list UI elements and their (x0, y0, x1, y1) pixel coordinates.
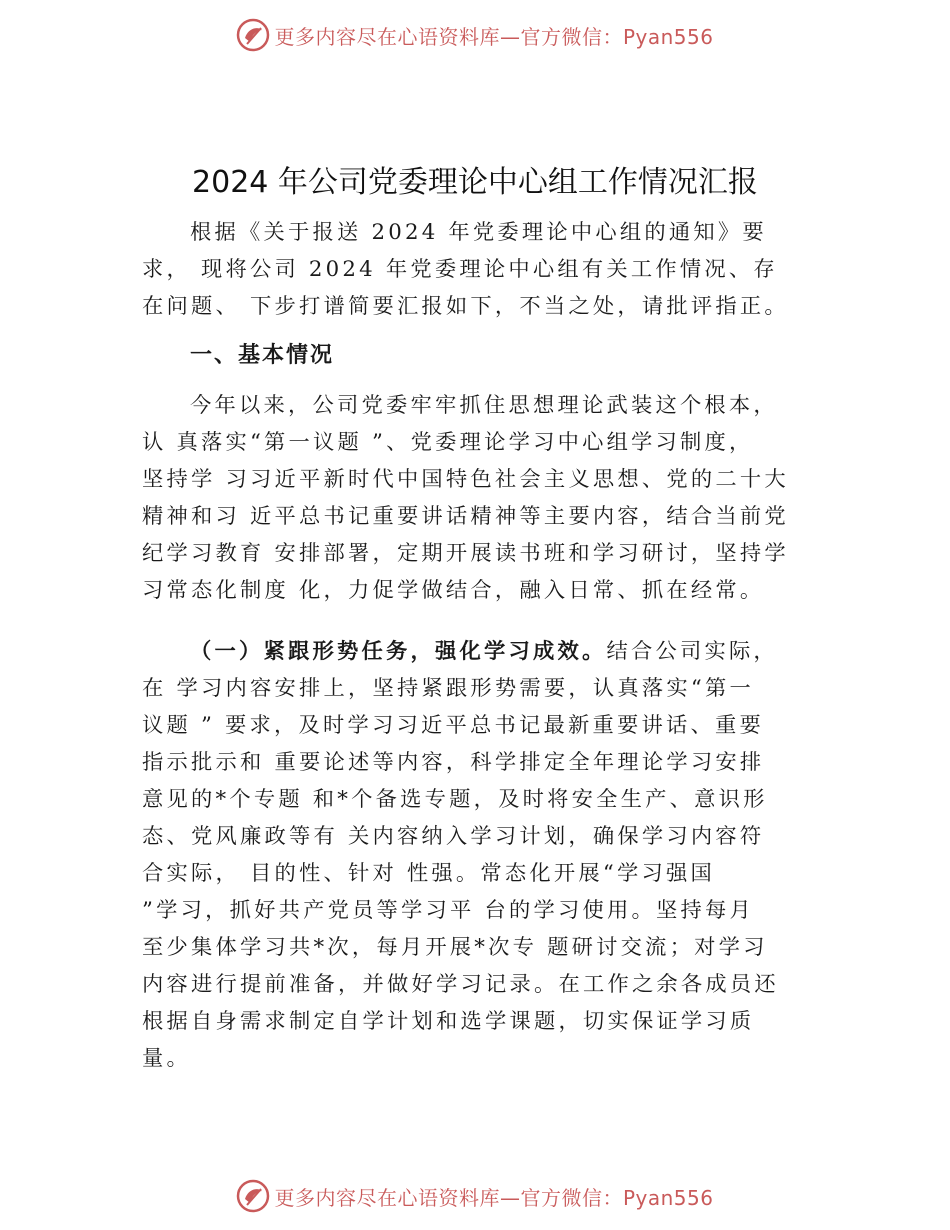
intro-paragraph (142, 214, 802, 325)
text-line: 习常态化制度 化，力促学做结合，融入日常、抓在经常。 (142, 578, 765, 603)
text-line (142, 633, 802, 670)
text-line: ”学习，抓好共产党员等学习平 台的学习使用。坚持每月 (142, 898, 754, 923)
text-line: 指示批示和 重要论述等内容，科学排定全年理论学习安排 (142, 750, 765, 775)
text-line: 意见的*个专题 和*个备选专题，及时将安全生产、意识形 (142, 787, 768, 812)
watermark-banner-top (0, 13, 950, 57)
paragraph-subsection-1 (142, 633, 802, 1077)
text-line: 在 学习内容安排上，坚持紧跟形势需要，认真落实“第一 (142, 676, 754, 701)
text-line: 合实际， 目的性、针对 性强。常态化开展“学习强国 (142, 861, 715, 886)
section-heading: 一、基本情况 (190, 343, 335, 368)
text-line: 根据自身需求制定自学计划和选学课题，切实保证学习质 (142, 1009, 755, 1034)
text-line: 至少集体学习共*次，每月开展*次专 题研讨交流；对学习 (142, 935, 768, 960)
text-line: 认 真落实“第一议题 ”、党委理论学习中心组学习制度， (142, 430, 754, 455)
text-line: 议题 ” 要求，及时学习习近平总书记最新重要讲话、重要 (142, 713, 764, 738)
text-line: 精神和习 近平总书记重要讲话精神等主要内容，结合当前党 (142, 504, 789, 529)
text-line: 求， 现将公司 2024 年党委理论中心组有关工作情况、存 (142, 257, 778, 282)
text-line: 纪学习教育 安排部署，定期开展读书班和学习研讨，坚持学 (142, 541, 789, 566)
text-line: 坚持学 习习近平新时代中国特色社会主义思想、党的二十大 (142, 467, 789, 492)
watermark-text: 更多内容尽在心语资料库—官方微信：Pyan556 (274, 24, 714, 49)
text-span: 结合公司实际， (606, 639, 778, 664)
text-line: 量。 (142, 1046, 191, 1071)
text-line: 态、党风廉政等有 关内容纳入学习计划，确保学习内容符 (142, 824, 765, 849)
text-line: 根据《关于报送 2024 年党委理论中心组的通知》要 (190, 220, 767, 245)
text-line: 内容进行提前准备，并做好学习记录。在工作之余各成员还 (142, 972, 779, 997)
watermark-text: 更多内容尽在心语资料库—官方微信：Pyan556 (274, 1185, 714, 1210)
text-line: 在问题、 下步打谱简要汇报如下，不当之处，请批评指正。 (142, 294, 789, 319)
logo-icon (236, 18, 270, 52)
paragraph-basic-situation (142, 387, 802, 609)
watermark-banner-bottom (0, 1174, 950, 1218)
logo-icon (236, 1179, 270, 1213)
document-title: 2024 年公司党委理论中心组工作情况汇报 (192, 165, 758, 200)
subsection-heading: （一）紧跟形势任务，强化学习成效。 (190, 639, 607, 664)
text-line: 今年以来，公司党委牢牢抓住思想理论武装这个根本， (190, 393, 778, 418)
